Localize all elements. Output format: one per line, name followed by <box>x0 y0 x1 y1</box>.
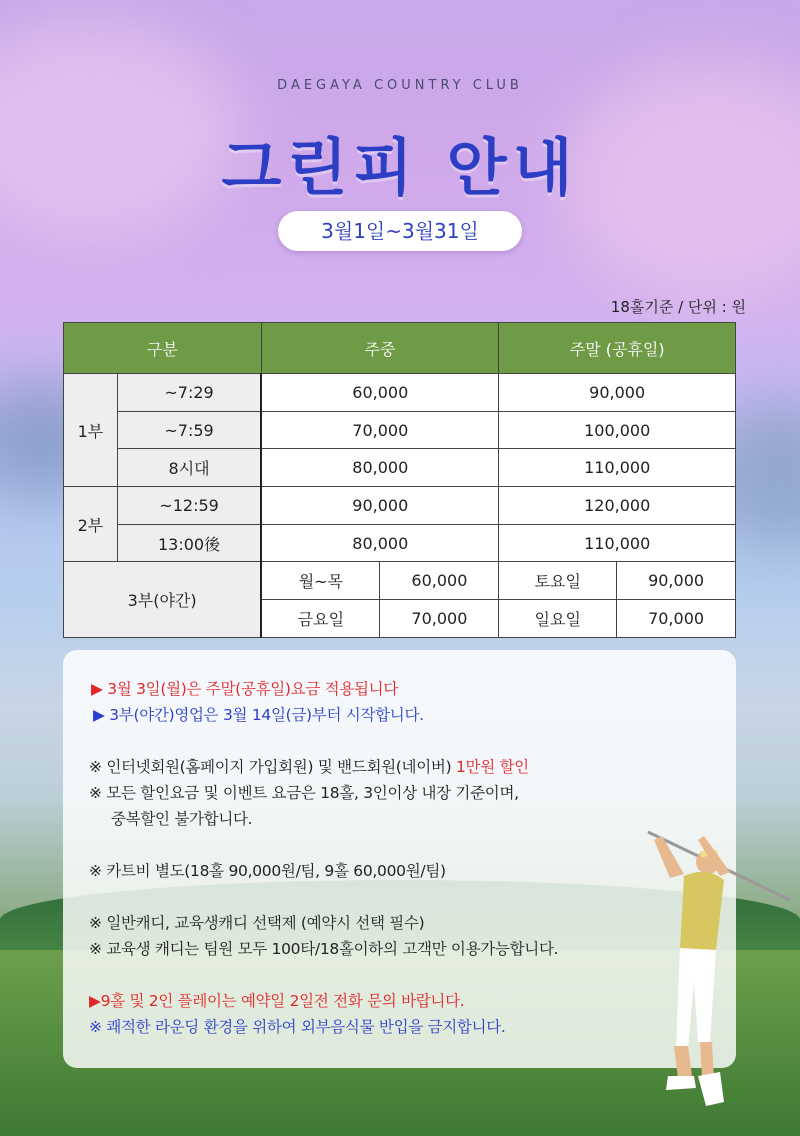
price-cell: 100,000 <box>499 411 736 449</box>
notice-trainee-caddie: ※ 교육생 캐디는 팀원 모두 100타/18홀이하의 고객만 이용가능합니다. <box>89 940 559 958</box>
table-row <box>64 524 736 562</box>
notice-member-discount <box>89 754 710 780</box>
time-cell: ~7:59 <box>117 411 261 449</box>
member-discount-amount: 1만원 할인 <box>455 758 529 776</box>
price-cell: 80,000 <box>261 524 499 562</box>
session-label: 3부(야간) <box>64 562 262 637</box>
notice-nine-holes: ▶9홀 및 2인 플레이는 예약일 2일전 전화 문의 바랍니다. <box>89 992 465 1010</box>
time-cell: 8시대 <box>117 449 261 487</box>
price-cell: 90,000 <box>499 374 736 412</box>
notice-discount-basis: ※ 모든 할인요금 및 이벤트 요금은 18홀, 3인이상 내장 기준이며, <box>89 784 519 802</box>
notice-night-session: ▶ 3부(야간)영업은 3월 14일(금)부터 시작합니다. <box>93 706 424 724</box>
price-cell: 60,000 <box>261 374 499 412</box>
table-row <box>64 487 736 525</box>
golfer-illustration <box>600 820 800 1120</box>
green-fee-table <box>63 322 736 638</box>
table-row <box>64 374 736 412</box>
table-row <box>64 411 736 449</box>
price-cell: 110,000 <box>499 524 736 562</box>
header-category: 구분 <box>64 323 262 374</box>
notice-no-outside-food: ※ 쾌적한 라운딩 환경을 위하여 외부음식물 반입을 금지합니다. <box>89 1018 506 1036</box>
session-label: 2부 <box>64 487 118 562</box>
unit-note: 18홀기준 / 단위 : 원 <box>610 298 746 316</box>
notice-caddie-choice: ※ 일반캐디, 교육생캐디 선택제 (예약시 선택 필수) <box>89 914 425 932</box>
header-weekend: 주말 (공휴일) <box>499 323 736 374</box>
member-discount-text: ※ 인터넷회원(홈페이지 가입회원) 및 밴드회원(네이버) <box>89 758 456 776</box>
price-cell: 80,000 <box>261 449 499 487</box>
table-row <box>64 562 736 600</box>
price-cell: 70,000 <box>380 600 499 638</box>
time-cell: 13:00後 <box>117 524 261 562</box>
header-weekday: 주중 <box>261 323 499 374</box>
notice-cart-fee: ※ 카트비 별도(18홀 90,000원/팀, 9홀 60,000원/팀) <box>89 862 446 880</box>
price-cell: 90,000 <box>617 562 736 600</box>
page-title: 그린피 안내 <box>221 131 579 204</box>
price-cell: 110,000 <box>499 449 736 487</box>
brand-name: DAEGAYA COUNTRY CLUB <box>277 78 523 93</box>
session-label: 1부 <box>64 374 118 487</box>
day-cell: 일요일 <box>499 600 617 638</box>
price-cell: 120,000 <box>499 487 736 525</box>
price-cell: 70,000 <box>617 600 736 638</box>
period-badge: 3월1일~3월31일 <box>278 211 522 251</box>
notice-holiday: ▶ 3월 3일(월)은 주말(공휴일)요금 적용됩니다 <box>91 680 399 698</box>
notice-no-duplicate: 중복할인 불가합니다. <box>111 810 253 828</box>
day-cell: 토요일 <box>499 562 617 600</box>
price-cell: 90,000 <box>261 487 499 525</box>
day-cell: 월~목 <box>261 562 380 600</box>
price-cell: 70,000 <box>261 411 499 449</box>
table-row <box>64 449 736 487</box>
table-header-row <box>64 323 736 374</box>
price-cell: 60,000 <box>380 562 499 600</box>
time-cell: ~7:29 <box>117 374 261 412</box>
day-cell: 금요일 <box>261 600 380 638</box>
time-cell: ~12:59 <box>117 487 261 525</box>
